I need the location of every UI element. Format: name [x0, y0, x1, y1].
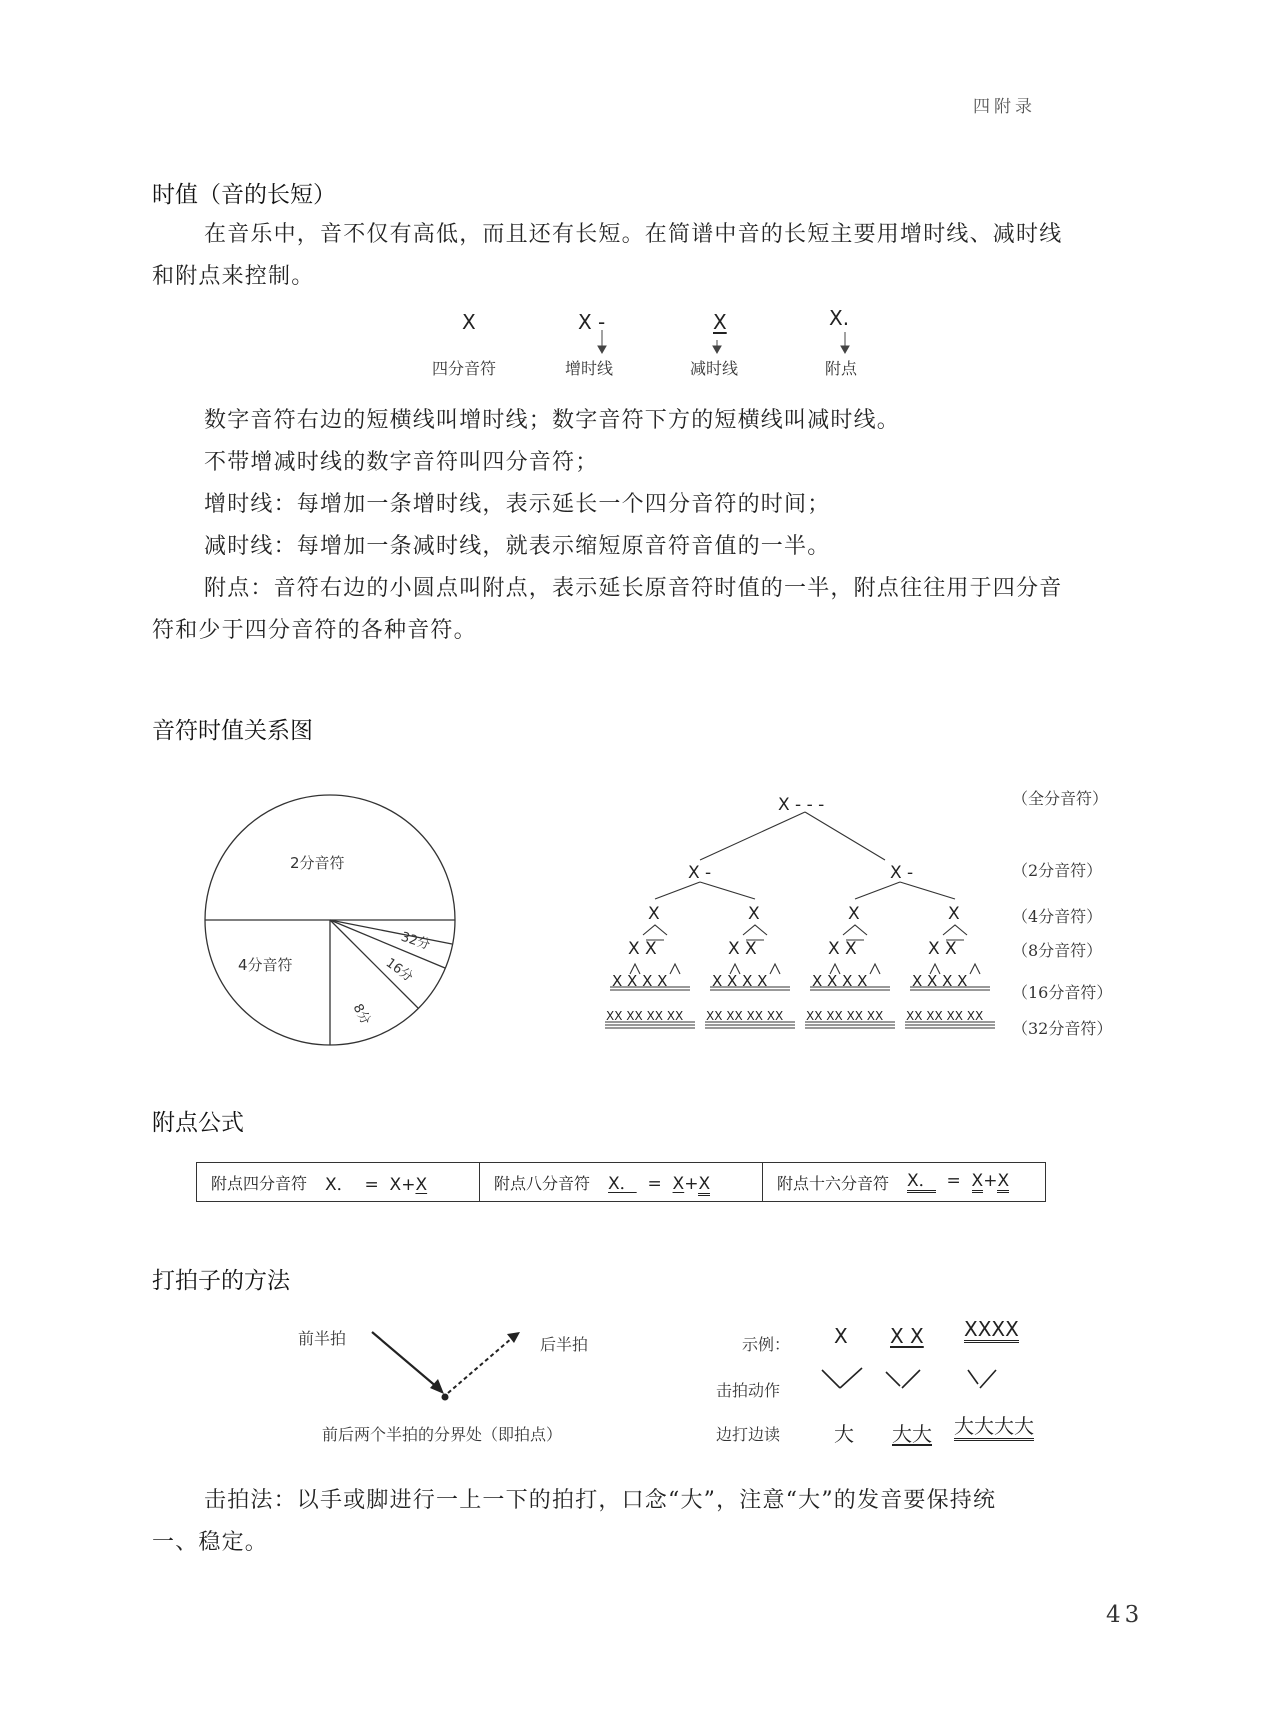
formula-rhs-a: X — [971, 1171, 984, 1191]
pie-label-quarter: 4分音符 — [238, 956, 293, 974]
formula-expression — [608, 1169, 710, 1196]
formula-name: 附点十六分音符 — [777, 1173, 890, 1193]
quarter-note-symbol: X — [462, 310, 476, 334]
extension-line-symbol: X - — [578, 310, 606, 334]
formula-rhs-a: X — [672, 1173, 685, 1194]
quarter-note-label: 四分音符 — [432, 359, 497, 378]
tree-label-eighth: （8分音符） — [1012, 941, 1103, 960]
beat-arrow-diagram — [360, 1320, 540, 1420]
page-number: 43 — [1106, 1602, 1144, 1628]
dot-symbol: X. — [829, 306, 850, 330]
formula-expression — [907, 1171, 1009, 1193]
dot-formula-table — [196, 1162, 1046, 1202]
running-header: 四附录 — [973, 97, 1036, 117]
tree-eighth-4: X X — [928, 939, 957, 959]
method-line-2: 一、稳定。 — [152, 1530, 269, 1555]
definition-quarter: 不带增减时线的数字音符叫四分音符； — [204, 450, 599, 475]
formula-rhs-b: X — [997, 1171, 1010, 1191]
formula-name: 附点八分音符 — [494, 1173, 591, 1193]
section-title-dot-formula: 附点公式 — [152, 1110, 244, 1136]
formula-lhs: X． — [325, 1174, 354, 1195]
tree-thirtysecond-4: XX XX XX XX — [906, 1009, 984, 1023]
pie-label-sixteenth: 16分 — [382, 955, 416, 986]
example-sixteenths: XXXX — [964, 1317, 1019, 1341]
formula-cell-eighth — [480, 1163, 763, 1201]
definition-lines: 数字音符右边的短横线叫增时线；数字音符下方的短横线叫减时线。 — [204, 408, 901, 433]
beating-method-paragraph — [152, 1480, 1162, 1564]
action-label: 击拍动作 — [716, 1381, 781, 1400]
tree-thirtysecond-3: XX XX XX XX — [806, 1009, 884, 1023]
example-quarter: X — [834, 1324, 848, 1348]
tree-label-whole: （全分音符） — [1012, 789, 1109, 808]
pie-label-half: 2分音符 — [290, 854, 345, 872]
read-quarter: 大 — [834, 1422, 854, 1446]
tree-half-note-1: X - — [688, 863, 712, 883]
tree-quarter-1: X — [648, 904, 660, 924]
section-title-beating: 打拍子的方法 — [152, 1268, 290, 1294]
tree-eighth-3: X X — [828, 939, 857, 959]
tree-eighth-2: X X — [728, 939, 757, 959]
tree-half-note-2: X - — [890, 863, 914, 883]
beat-point-label: 前后两个半拍的分界处（即拍点） — [322, 1425, 563, 1444]
intro-line-1: 在音乐中，音不仅有高低，而且还有长短。在简谱中音的长短主要用增时线、减时线 — [204, 222, 1063, 247]
tree-quarter-3: X — [848, 904, 860, 924]
tree-label-quarter: （4分音符） — [1012, 907, 1103, 926]
pie-label-thirtysecond: 32分 — [399, 929, 432, 954]
formula-cell-quarter — [197, 1163, 480, 1201]
reduction-line-label: 减时线 — [690, 359, 739, 378]
formula-lhs: X． — [907, 1171, 936, 1191]
example-eighths: X X — [890, 1324, 924, 1348]
formula-cell-sixteenth — [763, 1163, 1045, 1201]
intro-line-2: 和附点来控制。 — [152, 264, 315, 289]
definition-dot-line-1: 附点：音符右边的小圆点叫附点，表示延长原音符时值的一半，附点往往用于四分音 — [204, 576, 1063, 601]
formula-name: 附点四分音符 — [211, 1173, 308, 1193]
tree-thirtysecond-2: XX XX XX XX — [706, 1009, 784, 1023]
tree-thirtysecond-1: XX XX XX XX — [606, 1009, 684, 1023]
tree-quarter-4: X — [948, 904, 960, 924]
tree-label-half: （2分音符） — [1012, 861, 1103, 880]
front-half-label: 前半拍 — [298, 1329, 347, 1348]
formula-eq: = — [364, 1174, 379, 1195]
definitions-block — [152, 400, 1162, 652]
intro-paragraph — [152, 214, 1162, 298]
formula-plus: + — [684, 1173, 699, 1194]
dot-label: 附点 — [825, 359, 858, 378]
definition-dot-line-2: 符和少于四分音符的各种音符。 — [152, 618, 477, 643]
tree-label-thirtysecond: （32分音符） — [1012, 1019, 1113, 1038]
section-title-relation-chart: 音符时值关系图 — [152, 718, 313, 744]
read-eighths: 大大 — [892, 1422, 932, 1446]
note-value-pie — [200, 790, 460, 1050]
reduction-line-symbol: X — [713, 310, 727, 334]
read-sixteenths: 大大大大 — [954, 1414, 1034, 1441]
formula-rhs-b: X — [698, 1173, 711, 1194]
tree-sixteenth-2: X X X X — [712, 972, 768, 990]
tree-sixteenth-1: X X X X — [612, 972, 668, 990]
formula-plus: + — [983, 1171, 998, 1191]
pie-label-eighth: 8分 — [349, 1001, 373, 1028]
tree-whole-note: X - - - — [778, 795, 825, 815]
tree-quarter-2: X — [748, 904, 760, 924]
formula-rhs-b: X — [415, 1174, 428, 1195]
note-arrows — [560, 326, 860, 356]
formula-expression — [325, 1170, 427, 1195]
beat-action-marks — [820, 1362, 1020, 1402]
back-half-label: 后半拍 — [540, 1335, 589, 1354]
formula-lhs: X． — [608, 1173, 637, 1194]
tree-sixteenth-4: X X X X — [912, 972, 968, 990]
formula-eq: = — [647, 1173, 662, 1194]
method-line-1: 击拍法：以手或脚进行一上一下的拍打，口念“大”，注意“大”的发音要保持统 — [204, 1488, 997, 1513]
definition-reduction: 减时线：每增加一条减时线，就表示缩短原音符音值的一半。 — [204, 534, 831, 559]
tree-label-sixteenth: （16分音符） — [1012, 983, 1113, 1002]
definition-extension: 增时线：每增加一条增时线，表示延长一个四分音符的时间； — [204, 492, 831, 517]
formula-plus: + — [401, 1174, 416, 1195]
read-label: 边打边读 — [716, 1425, 781, 1444]
formula-rhs-a: X — [389, 1174, 402, 1195]
extension-line-label: 增时线 — [565, 359, 614, 378]
section-title-duration: 时值（音的长短） — [152, 182, 336, 208]
tree-eighth-1: X X — [628, 939, 657, 959]
formula-eq: = — [946, 1171, 961, 1191]
example-label: 示例： — [742, 1335, 791, 1354]
tree-sixteenth-3: X X X X — [812, 972, 868, 990]
